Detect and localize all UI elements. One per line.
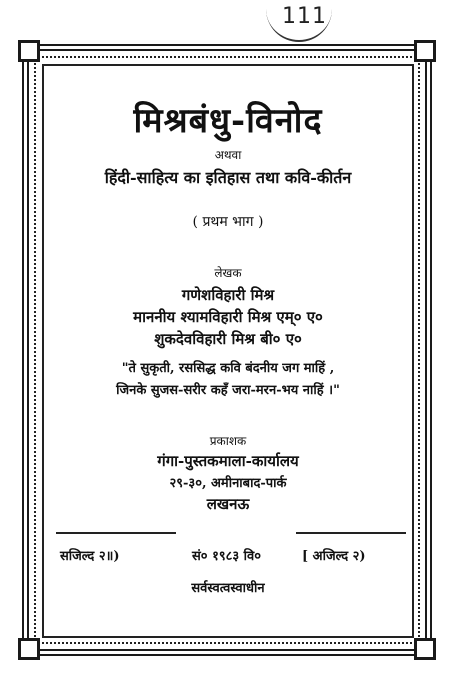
divider-line bbox=[296, 532, 406, 534]
volume-label: ( प्रथम भाग ) bbox=[192, 214, 264, 230]
publisher-city: लखनऊ bbox=[206, 495, 250, 513]
quote-line: जिनके सुजस-सरीर कहँ जरा-मरन-भय नाहिं ।" bbox=[116, 383, 340, 398]
copyright-notice: सर्वस्वत्वस्वाधीन bbox=[191, 581, 265, 596]
price-unbound: [ अजिल्द २) bbox=[302, 549, 366, 564]
publisher-label: प्रकाशक bbox=[209, 434, 247, 448]
author-name: माननीय श्यामविहारी मिश्र एम्० ए० bbox=[133, 308, 323, 326]
border-corner-ornament bbox=[414, 638, 436, 660]
samvat-year: सं० १९८३ वि० bbox=[192, 549, 261, 564]
handwritten-page-number: 111 bbox=[282, 4, 327, 29]
publisher-address: २९-३०, अमीनाबाद-पार्क bbox=[169, 476, 287, 491]
border-corner-ornament bbox=[414, 40, 436, 62]
price-bound: सजिल्द २॥) bbox=[60, 549, 120, 564]
border-corner-ornament bbox=[18, 40, 40, 62]
quote-line: "ते सुकृती, रससिद्ध कवि बंदनीय जग माहिं , bbox=[121, 361, 335, 376]
author-name: शुकदेवविहारी मिश्र बी० ए० bbox=[154, 330, 302, 348]
athva-text: अथवा bbox=[214, 148, 242, 162]
border-corner-ornament bbox=[18, 638, 40, 660]
divider-line bbox=[56, 532, 176, 534]
price-row bbox=[42, 546, 414, 568]
book-subtitle: हिंदी-साहित्य का इतिहास तथा कवि-कीर्तन bbox=[104, 168, 352, 187]
author-label: लेखक bbox=[214, 266, 242, 280]
book-title: मिश्रबंधु-विनोद bbox=[133, 101, 323, 141]
author-name: गणेशविहारी मिश्र bbox=[181, 286, 275, 304]
publisher-name: गंगा-पुस्तकमाला-कार्यालय bbox=[157, 452, 299, 470]
